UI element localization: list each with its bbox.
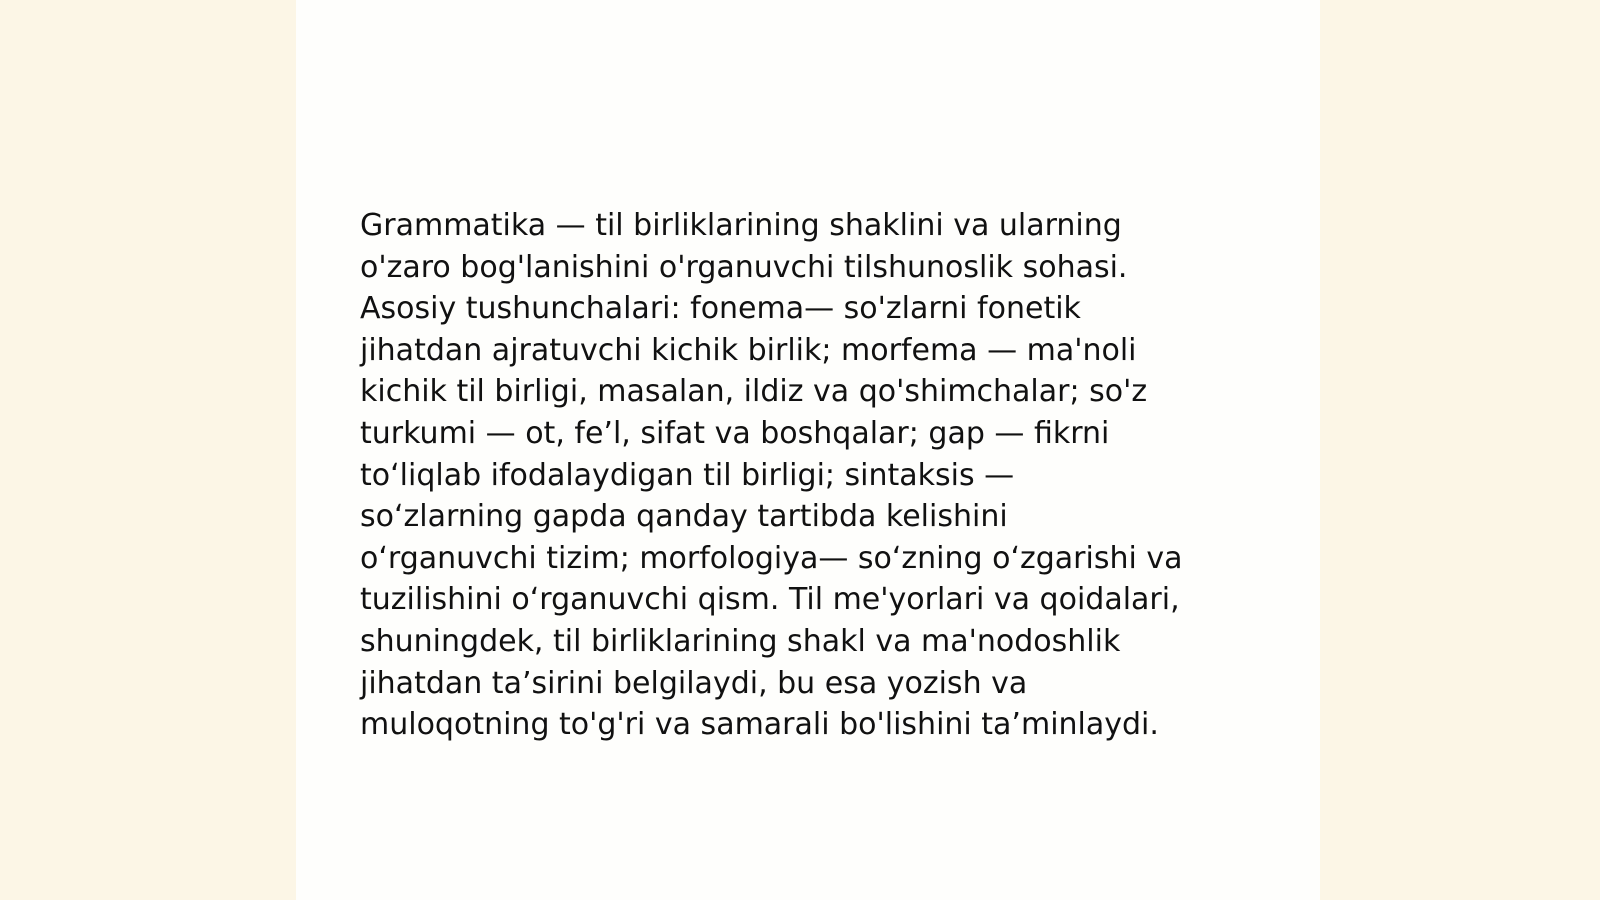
slide xyxy=(296,0,1320,900)
slide-body-text: Grammatika — til birliklarining shaklini va ularning o'zaro bog'lanishini o'rganuvchi tilshunoslik sohasi. Asosiy tushunchalari: fonema— so'zlarni fonetik jihatdan ajratuvchi kichik birlik; morfema — ma'noli kichik til birligi, masalan, ildiz va qo'shimchalar; so'z turkumi — ot, fe’l, sifat va boshqalar; gap — fikrni to‘liqlab ifodalaydigan til birligi; sintaksis — so‘zlarning gapda qanday tartibda kelishini o‘rganuvchi tizim; morfologiya— so‘zning o‘zgarishi va tuzilishini o‘rganuvchi qism. Til me'yorlari va qoidalari, shuningdek, til birliklarining shakl va ma'nodoshlik jihatdan ta’sirini belgilaydi, bu esa yozish va muloqotning to'g'ri va samarali bo'lishini ta’minlaydi. xyxy=(360,208,1183,743)
